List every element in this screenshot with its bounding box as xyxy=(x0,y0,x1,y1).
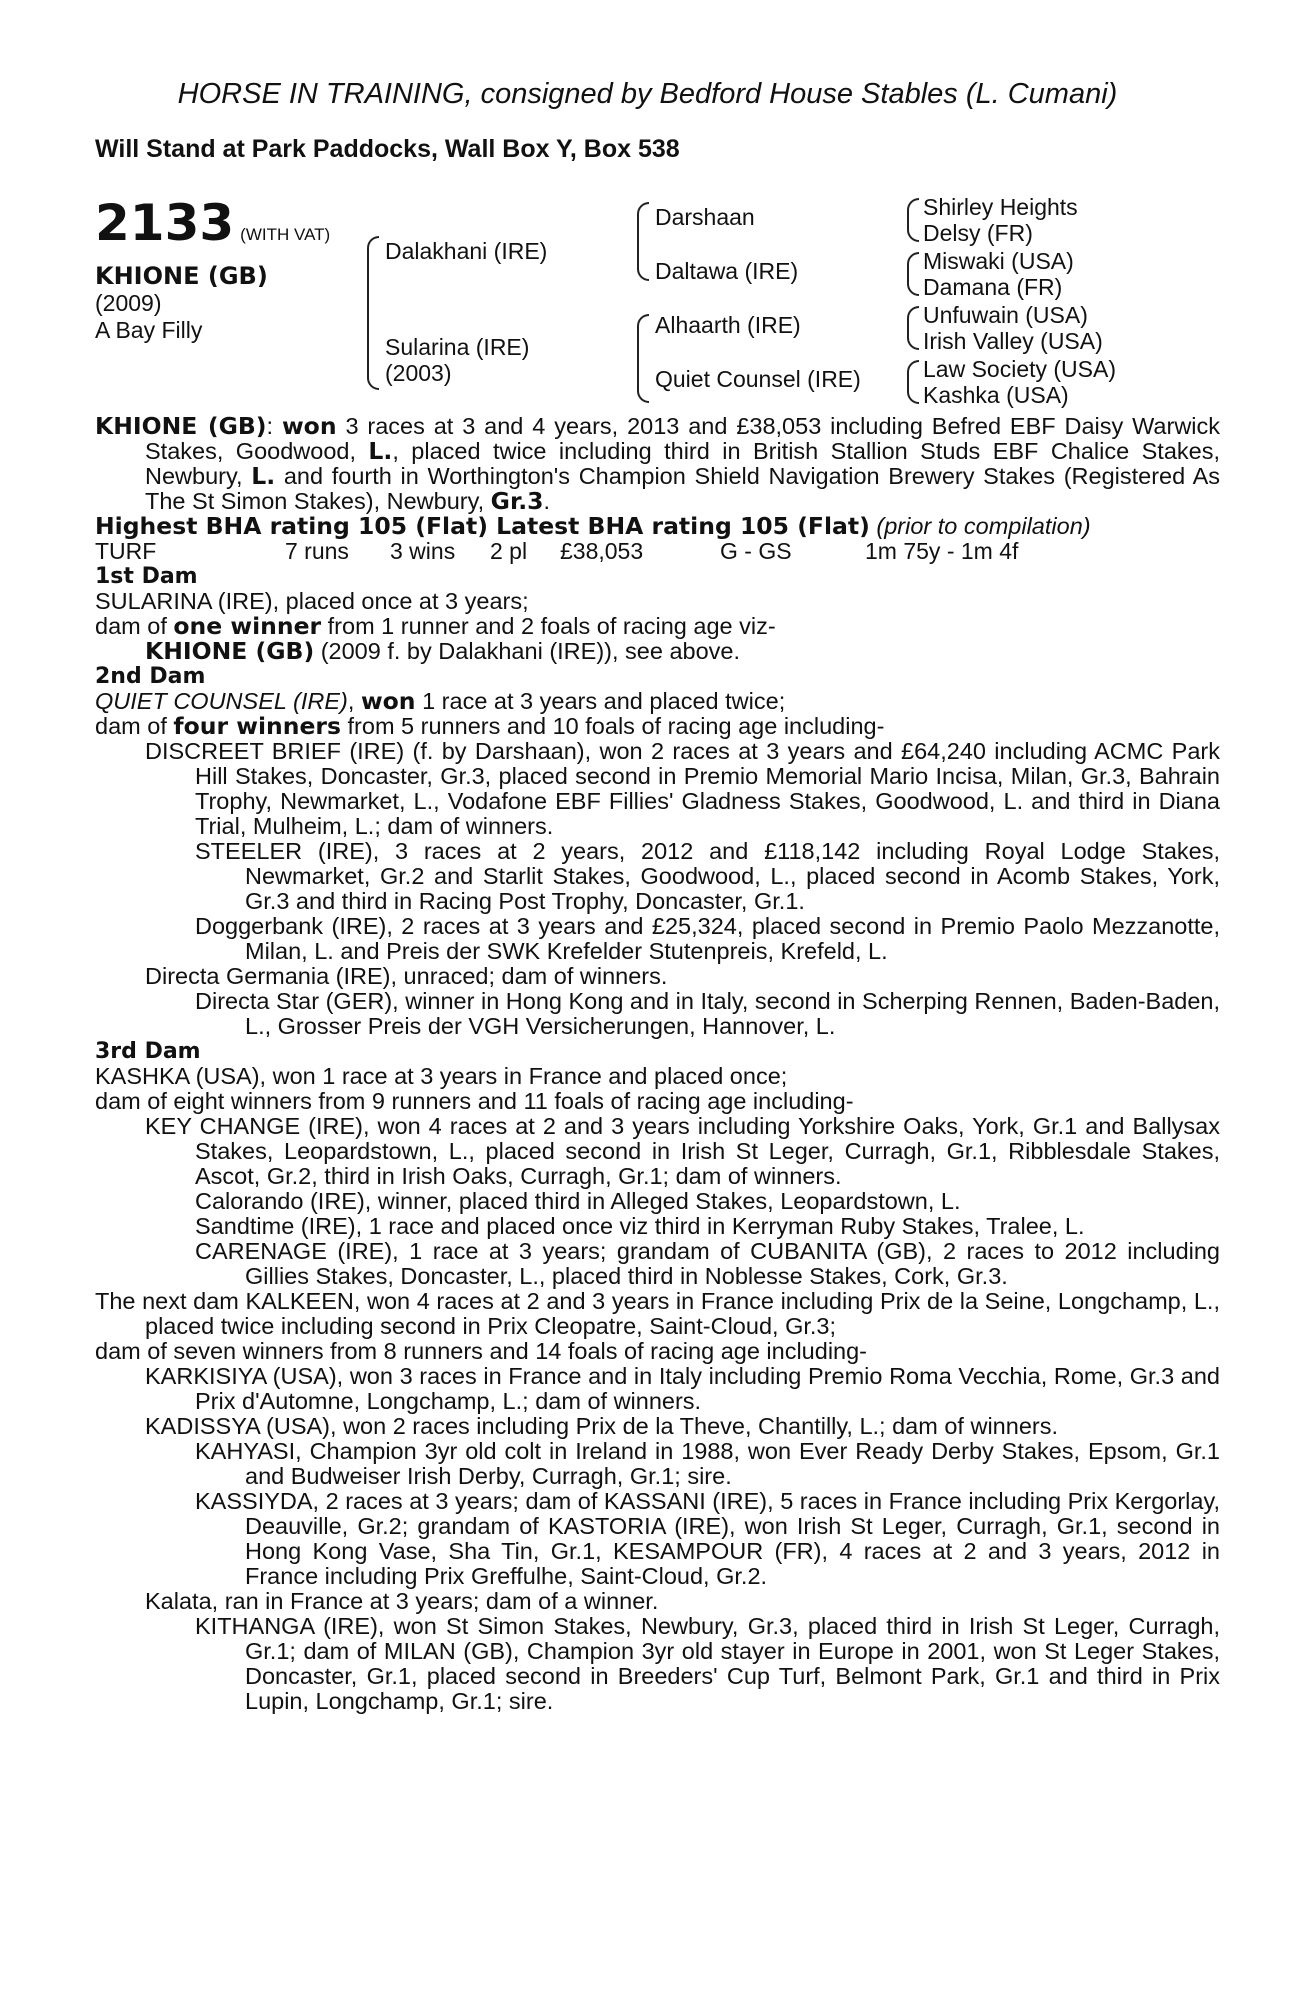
brace-3 xyxy=(637,314,649,403)
race-record: TURF 7 runs 3 wins 2 pl £38,053 G - GS 1m 75y - 1m 4f xyxy=(95,538,1019,564)
directa-germania: Directa Germania (IRE), unraced; dam of winners. xyxy=(145,963,668,989)
first-dam-heading: 1st Dam xyxy=(95,564,198,589)
pedigree-block xyxy=(95,194,1220,414)
brace-5 xyxy=(907,252,919,296)
karkisiya: KARKISIYA (USA), won 3 races in France and in Italy including Premio Roma Vecchia, Rome, Gr.3 and Prix d'Automne, Longchamp, L.; dam of winners. xyxy=(145,1363,1220,1414)
third-dam-line1: KASHKA (USA), won 1 race at 3 years in France and placed once; xyxy=(95,1063,788,1089)
lot-number: 2133 xyxy=(95,194,235,252)
ddd: Kashka (USA) xyxy=(923,382,1069,408)
brace-1 xyxy=(367,236,379,390)
first-dam-line3: KHIONE (GB) (2009 f. by Dalakhani (IRE)), see above. xyxy=(145,637,741,665)
discreet-brief: DISCREET BRIEF (IRE) (f. by Darshaan), won 2 races at 3 years and £64,240 including ACMC Park Hill Stakes, Doncaster, Gr.3, placed second in Premio Memorial Mario Incisa, Milan, Gr.3, Bahrain Trophy, Newmarket, L., Vodafone EBF Fillies' Gladness Stakes, Goodwood, L. and third in Diana Trial, Mulheim, L.; dam of winners. xyxy=(145,738,1220,839)
second-dam-heading: 2nd Dam xyxy=(95,664,206,689)
stand-info: Will Stand at Park Paddocks, Wall Box Y, Box 538 xyxy=(95,135,680,163)
key-change: KEY CHANGE (IRE), won 4 races at 2 and 3 years including Yorkshire Oaks, York, Gr.1 and Ballysax Stakes, Leopardstown, L., placed second in Irish St Leger, Curragh, Gr.1, Ribblesdale Stakes, Ascot, Gr.2, third in Irish Oaks, Curragh, Gr.1; dam of winners. xyxy=(145,1113,1220,1189)
dam-year: (2003) xyxy=(385,360,452,386)
sds: Miswaki (USA) xyxy=(923,248,1074,274)
kadissya: KADISSYA (USA), won 2 races including Prix de la Theve, Chantilly, L.; dam of winners. xyxy=(145,1413,1058,1439)
dam: Sularina (IRE) xyxy=(385,334,530,360)
directa-star: Directa Star (GER), winner in Hong Kong and in Italy, second in Scherping Rennen, Baden-Baden, L., Grosser Preis der VGH Versicherungen, Hannover, L. xyxy=(195,988,1221,1039)
next-dam-line1: The next dam KALKEEN, won 4 races at 2 and 3 years in France including Prix de la Seine, Longchamp, L., placed twice including second in Prix Cleopatre, Saint-Cloud, Gr.3; xyxy=(95,1288,1220,1339)
ssd: Delsy (FR) xyxy=(923,220,1033,246)
sire-dam: Daltawa (IRE) xyxy=(655,258,799,284)
third-dam-line2: dam of eight winners from 9 runners and 11 foals of racing age including- xyxy=(95,1088,854,1114)
dds: Law Society (USA) xyxy=(923,356,1117,382)
first-dam-line2: dam of one winner from 1 runner and 2 foals of racing age viz- xyxy=(95,612,776,640)
sire-sire: Darshaan xyxy=(655,204,755,230)
brace-2 xyxy=(637,202,649,281)
sandtime: Sandtime (IRE), 1 race and placed once viz third in Kerryman Ruby Stakes, Tralee, L. xyxy=(195,1213,1085,1239)
dam-dam: Quiet Counsel (IRE) xyxy=(655,366,861,392)
carenage: CARENAGE (IRE), 1 race at 3 years; grandam of CUBANITA (GB), 2 races to 2012 including Gillies Stakes, Doncaster, L., placed third in Noblesse Stakes, Cork, Gr.3. xyxy=(195,1238,1220,1289)
brace-7 xyxy=(907,360,919,404)
race-summary: KHIONE (GB): won 3 races at 3 and 4 years, 2013 and £38,053 including Befred EBF Daisy Warwick Stakes, Goodwood, L., placed twice including third in British Stallion Studs EBF Chalice Stakes, Newbury, L. and fourth in Worthington's Champion Shield Navigation Brewery Stakes (Registered As The St Simon Stakes), Newbury, Gr.3. xyxy=(95,412,1221,515)
horse-name: KHIONE (GB) xyxy=(95,262,268,290)
first-dam-line1: SULARINA (IRE), placed once at 3 years; xyxy=(95,588,529,614)
kalata: Kalata, ran in France at 3 years; dam of a winner. xyxy=(145,1588,659,1614)
vat-note: (WITH VAT) xyxy=(240,225,331,244)
third-dam-heading: 3rd Dam xyxy=(95,1039,201,1064)
kassiyda: KASSIYDA, 2 races at 3 years; dam of KASSANI (IRE), 5 races in France including Prix Kergorlay, Deauville, Gr.2; grandam of KASTORIA (IRE), won Irish St Leger, Curragh, Gr.1, second in Hong Kong Vase, Sha Tin, Gr.1, KESAMPOUR (FR), 4 races at 2 and 3 years, 2012 in France including Prix Greffulhe, Saint-Cloud, Gr.2. xyxy=(195,1488,1220,1589)
horse-description: A Bay Filly xyxy=(95,317,203,343)
next-dam-line2: dam of seven winners from 8 runners and 14 foals of racing age including- xyxy=(95,1338,868,1364)
rating-line: Highest BHA rating 105 (Flat) Latest BHA rating 105 (Flat) (prior to compilation) xyxy=(95,512,1091,540)
dss: Unfuwain (USA) xyxy=(923,302,1088,328)
doggerbank: Doggerbank (IRE), 2 races at 3 years and £25,324, placed second in Premio Paolo Mezzanotte, Milan, L. and Preis der SWK Krefelder Stutenpreis, Krefeld, L. xyxy=(195,913,1220,964)
kithanga: KITHANGA (IRE), won St Simon Stakes, Newbury, Gr.3, placed third in Irish St Leger, Curragh, Gr.1; dam of MILAN (GB), Champion 3yr old stayer in Europe in 2001, won St Leger Stakes, Doncaster, Gr.1, placed second in Breeders' Cup Turf, Belmont Park, Gr.1 and third in Prix Lupin, Longchamp, Gr.1; sire. xyxy=(195,1613,1220,1714)
steeler: STEELER (IRE), 3 races at 2 years, 2012 and £118,142 including Royal Lodge Stakes, Newmarket, Gr.2 and Starlit Stakes, Goodwood, L., placed second in Acomb Stakes, York, Gr.3 and third in Racing Post Trophy, Doncaster, Gr.1. xyxy=(195,838,1220,914)
second-dam-line1: QUIET COUNSEL (IRE), won 1 race at 3 years and placed twice; xyxy=(95,687,786,715)
brace-4 xyxy=(907,198,919,242)
sdd: Damana (FR) xyxy=(923,274,1063,300)
brace-6 xyxy=(907,306,919,350)
dsd: Irish Valley (USA) xyxy=(923,328,1103,354)
page-title: HORSE IN TRAINING, consigned by Bedford House Stables (L. Cumani) xyxy=(177,78,1118,110)
catalogue-page xyxy=(95,78,1220,1714)
lot-info xyxy=(95,194,330,344)
second-dam-line2: dam of four winners from 5 runners and 10 foals of racing age including- xyxy=(95,712,885,740)
catalogue-body xyxy=(95,414,1220,1714)
sire: Dalakhani (IRE) xyxy=(385,238,548,264)
foal-year: (2009) xyxy=(95,290,162,316)
dam-sire: Alhaarth (IRE) xyxy=(655,312,801,338)
calorando: Calorando (IRE), winner, placed third in Alleged Stakes, Leopardstown, L. xyxy=(195,1188,961,1214)
kahyasi: KAHYASI, Champion 3yr old colt in Ireland in 1988, won Ever Ready Derby Stakes, Epsom, Gr.1 and Budweiser Irish Derby, Curragh, Gr.1; sire. xyxy=(195,1438,1220,1489)
sss: Shirley Heights xyxy=(923,194,1078,220)
